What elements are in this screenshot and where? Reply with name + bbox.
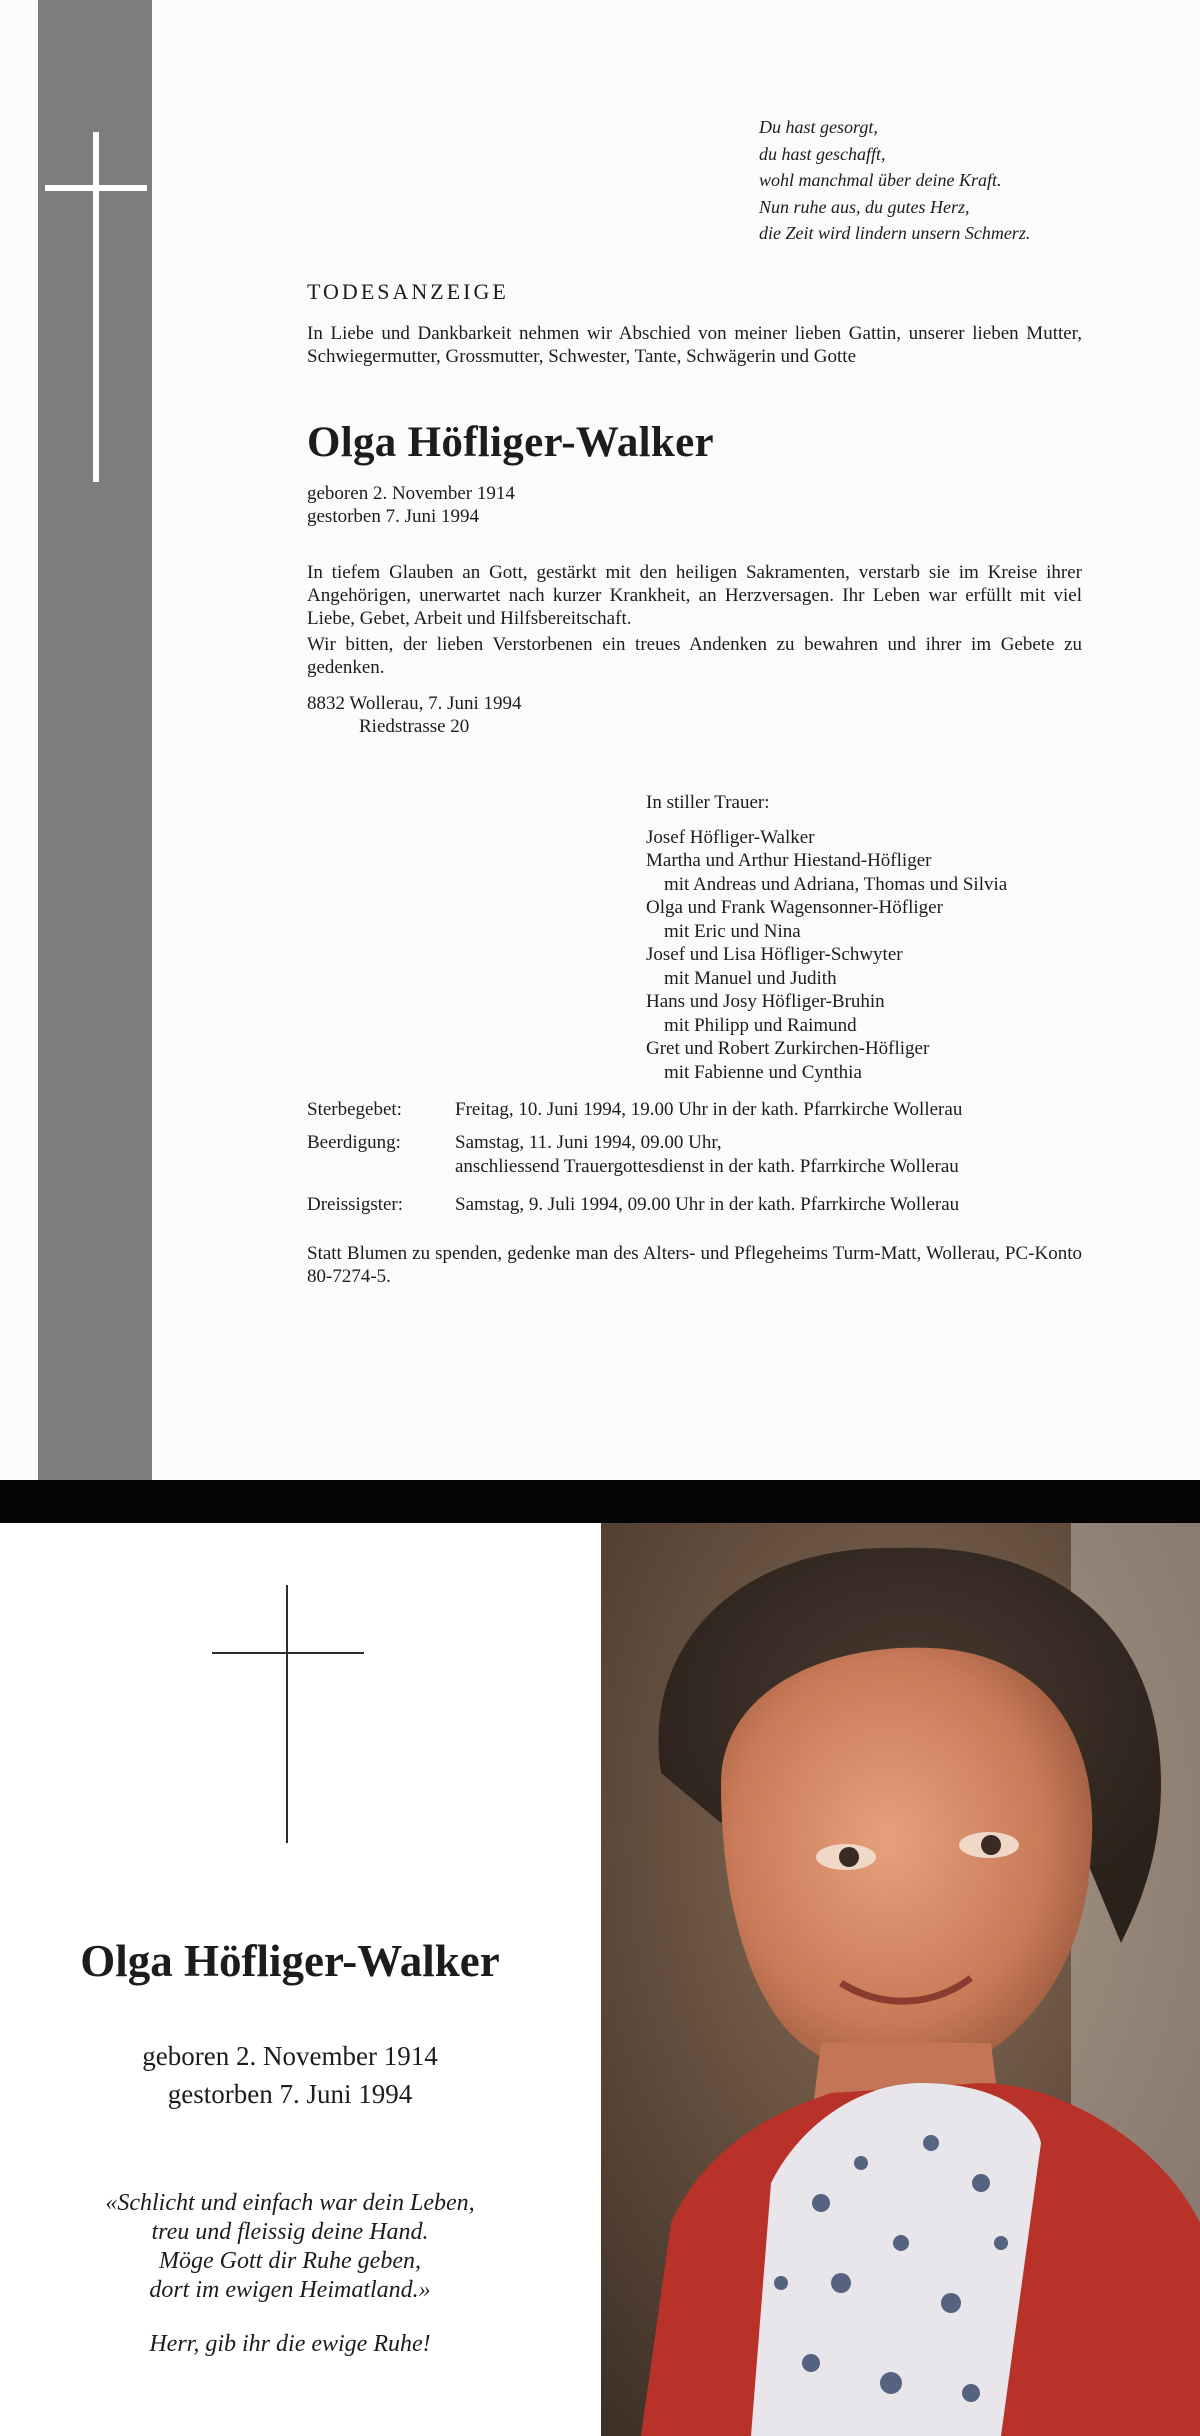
mourner-name: Hans und Josy Höfliger-Bruhin — [646, 991, 885, 1012]
mourner-children: mit Fabienne und Cynthia — [664, 1061, 862, 1083]
service-label: Sterbegebet: — [307, 1099, 402, 1120]
card-birth-date: geboren 2. November 1914 — [142, 2041, 438, 2071]
service-detail: Freitag, 10. Juni 1994, 19.00 Uhr in der kath. Pfarrkirche Wollerau — [455, 1099, 963, 1120]
verse-line: dort im ewigen Heimatland.» — [149, 2277, 431, 2303]
card-prayer: Herr, gib ihr die ewige Ruhe! — [149, 2331, 431, 2357]
service-detail: anschliessend Trauergottesdienst in der kath. Pfarrkirche Wollerau — [455, 1156, 959, 1177]
mourning-title: In stiller Trauer: — [646, 792, 770, 813]
poem-line: Du hast gesorgt, — [759, 117, 878, 137]
body-text: In tiefem Glauben an Gott, gestärkt mit den heiligen Sakramenten, verstarb sie im Kreise ihrer Angehörigen, unerwartet nach kurzer Krankheit, an Herzversagen. Ihr Leben war erfüllt mit viel Liebe, Gebet, Arbeit und Hilfsbereitschaft. — [307, 562, 1082, 629]
poem-line: du hast geschafft, — [759, 143, 886, 164]
mourner-children: mit Manuel und Judith — [664, 967, 837, 989]
place-date: 8832 Wollerau, 7. Juni 1994 — [307, 693, 522, 714]
mourner-children: mit Andreas und Adriana, Thomas und Silvia — [664, 873, 1008, 895]
poem — [759, 114, 1030, 247]
mourners-list — [646, 791, 1007, 1084]
mourner-name: Olga und Frank Wagensonner-Höfliger — [646, 897, 943, 918]
separator-bar — [0, 1480, 1200, 1523]
request-text: Wir bitten, der lieben Verstorbenen ein treues Andenken zu bewahren und ihrer im Gebete zu gedenken. — [307, 634, 1082, 678]
poem-line: die Zeit wird lindern unsern Schmerz. — [759, 223, 1031, 243]
service-detail: Samstag, 11. Juni 1994, 09.00 Uhr, — [455, 1132, 722, 1153]
service-label: Beerdigung: — [307, 1132, 401, 1153]
cross-icon-bar — [45, 185, 147, 191]
death-date: gestorben 7. Juni 1994 — [307, 506, 480, 527]
card-death-date: gestorben 7. Juni 1994 — [167, 2079, 413, 2109]
mourner-children: mit Philipp und Raimund — [664, 1014, 857, 1036]
cross-icon — [286, 1585, 288, 1843]
mourner-name: Gret und Robert Zurkirchen-Höfliger — [646, 1038, 930, 1059]
service-detail: Samstag, 9. Juli 1994, 09.00 Uhr in der kath. Pfarrkirche Wollerau — [455, 1194, 960, 1215]
poem-line: wohl manchmal über deine Kraft. — [759, 170, 1002, 190]
card-name: Olga Höfliger-Walker — [80, 1936, 500, 1986]
mourner-name: Martha und Arthur Hiestand-Höfliger — [646, 850, 932, 871]
card-verse — [0, 2189, 580, 2305]
mourner-name: Josef und Lisa Höfliger-Schwyter — [646, 944, 903, 965]
poem-line: Nun ruhe aus, du gutes Herz, — [759, 196, 970, 217]
portrait-image — [601, 1523, 1200, 2436]
memorial-card — [0, 1523, 601, 2436]
mourner-children: mit Eric und Nina — [664, 920, 801, 942]
cross-icon-bar — [212, 1652, 364, 1654]
card-dates — [0, 2037, 580, 2113]
verse-line: treu und fleissig deine Hand. — [151, 2219, 429, 2245]
intro-text: In Liebe und Dankbarkeit nehmen wir Abschied von meiner lieben Gattin, unserer lieben Mutter, Schwiegermutter, Grossmutter, Schwester, Tante, Schwägerin und Gotte — [307, 323, 1082, 367]
verse-line: Möge Gott dir Ruhe geben, — [159, 2248, 421, 2274]
birth-date: geboren 2. November 1914 — [307, 483, 515, 504]
donation-text: Statt Blumen zu spenden, gedenke man des Alters- und Pflegeheims Turm-Matt, Wollerau, PC-Konto 80-7274-5. — [307, 1243, 1082, 1287]
street-address: Riedstrasse 20 — [359, 716, 470, 737]
mourner-name: Josef Höfliger-Walker — [646, 826, 815, 848]
notice-heading: TODESANZEIGE — [307, 279, 509, 304]
service-label: Dreissigster: — [307, 1194, 404, 1215]
verse-line: «Schlicht und einfach war dein Leben, — [105, 2190, 475, 2216]
deceased-name: Olga Höfliger-Walker — [307, 419, 714, 466]
portrait-photo — [601, 1523, 1200, 2436]
